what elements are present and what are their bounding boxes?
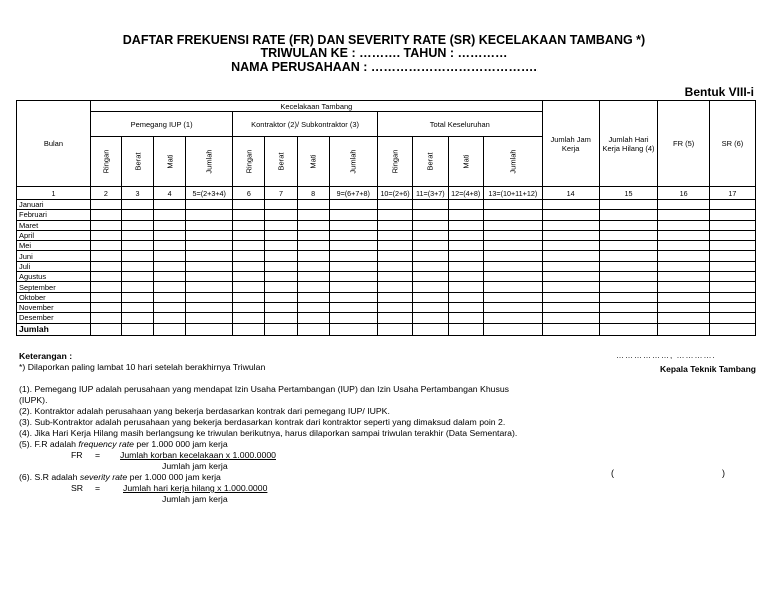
lost-days-header: Jumlah Hari Kerja Hilang (4): [599, 101, 658, 187]
data-cell[interactable]: [658, 251, 709, 261]
data-cell[interactable]: [658, 313, 709, 323]
data-cell[interactable]: [658, 200, 709, 210]
data-cell[interactable]: [233, 200, 265, 210]
data-cell[interactable]: [329, 261, 377, 271]
data-cell[interactable]: [90, 210, 121, 220]
data-cell[interactable]: [297, 261, 329, 271]
data-cell[interactable]: [121, 313, 153, 323]
data-cell[interactable]: [265, 272, 297, 282]
data-cell[interactable]: [542, 261, 599, 271]
data-cell[interactable]: [483, 282, 542, 292]
month-row: [17, 272, 756, 282]
data-cell[interactable]: [413, 200, 448, 210]
data-cell[interactable]: [265, 261, 297, 271]
column-number: 9=(6+7+8): [329, 187, 377, 200]
data-cell[interactable]: [297, 272, 329, 282]
month-label: Oktober: [17, 292, 91, 302]
data-cell[interactable]: [542, 241, 599, 251]
data-cell[interactable]: [658, 272, 709, 282]
data-cell[interactable]: [542, 210, 599, 220]
data-cell[interactable]: [448, 302, 483, 312]
data-cell[interactable]: [233, 241, 265, 251]
data-cell[interactable]: [542, 272, 599, 282]
data-cell[interactable]: [154, 261, 186, 271]
data-cell[interactable]: [329, 241, 377, 251]
month-row: [17, 200, 756, 210]
data-cell[interactable]: [709, 241, 755, 251]
data-cell[interactable]: [413, 210, 448, 220]
column-number: 6: [233, 187, 265, 200]
data-cell[interactable]: [413, 220, 448, 230]
data-cell[interactable]: [265, 302, 297, 312]
data-cell[interactable]: [233, 292, 265, 302]
data-cell[interactable]: [297, 302, 329, 312]
month-label: September: [17, 282, 91, 292]
data-cell[interactable]: [186, 261, 233, 271]
data-cell[interactable]: [186, 302, 233, 312]
data-cell[interactable]: [709, 261, 755, 271]
data-cell[interactable]: [186, 230, 233, 240]
data-cell[interactable]: [448, 251, 483, 261]
column-number: 17: [709, 187, 755, 200]
column-number: 5=(2+3+4): [186, 187, 233, 200]
data-cell[interactable]: [658, 230, 709, 240]
data-cell[interactable]: [483, 292, 542, 302]
data-cell[interactable]: [413, 282, 448, 292]
column-number: 7: [265, 187, 297, 200]
data-cell[interactable]: [154, 313, 186, 323]
month-label: Juni: [17, 251, 91, 261]
data-cell[interactable]: [90, 241, 121, 251]
data-cell[interactable]: [709, 313, 755, 323]
month-row: [17, 241, 756, 251]
severity-header: Berat: [265, 137, 297, 187]
data-cell[interactable]: [90, 282, 121, 292]
data-cell[interactable]: [413, 302, 448, 312]
data-cell[interactable]: [265, 220, 297, 230]
data-cell[interactable]: [233, 323, 265, 335]
sr-header: SR (6): [709, 101, 755, 187]
data-cell[interactable]: [233, 230, 265, 240]
data-cell[interactable]: [154, 323, 186, 335]
month-label: November: [17, 302, 91, 312]
data-cell[interactable]: [709, 210, 755, 220]
data-cell[interactable]: [90, 323, 121, 335]
data-cell[interactable]: [297, 210, 329, 220]
data-cell[interactable]: [542, 230, 599, 240]
data-cell[interactable]: [483, 200, 542, 210]
month-row: [17, 302, 756, 312]
place-date-line: ………………, ………….: [616, 351, 716, 360]
month-label: Februari: [17, 210, 91, 220]
data-cell[interactable]: [154, 210, 186, 220]
severity-header: Berat: [413, 137, 448, 187]
data-cell[interactable]: [448, 272, 483, 282]
data-cell[interactable]: [413, 251, 448, 261]
data-cell[interactable]: [121, 220, 153, 230]
data-cell[interactable]: [297, 323, 329, 335]
data-cell[interactable]: [329, 220, 377, 230]
data-cell[interactable]: [658, 220, 709, 230]
column-number: 16: [658, 187, 709, 200]
data-cell[interactable]: [233, 272, 265, 282]
data-cell[interactable]: [90, 302, 121, 312]
month-row: [17, 230, 756, 240]
data-cell[interactable]: [542, 251, 599, 261]
data-cell[interactable]: [599, 220, 658, 230]
data-cell[interactable]: [377, 292, 412, 302]
severity-header: Berat: [121, 137, 153, 187]
column-number: 2: [90, 187, 121, 200]
column-number: 3: [121, 187, 153, 200]
data-cell[interactable]: [658, 241, 709, 251]
data-cell[interactable]: [233, 210, 265, 220]
data-cell[interactable]: [377, 261, 412, 271]
data-cell[interactable]: [599, 272, 658, 282]
fr-formula-numerator: FR = Jumlah korban kecelakaan x 1.000.0000: [71, 450, 276, 460]
data-cell[interactable]: [154, 241, 186, 251]
data-cell[interactable]: [121, 200, 153, 210]
data-cell[interactable]: [186, 200, 233, 210]
data-cell[interactable]: [377, 272, 412, 282]
data-cell[interactable]: [233, 251, 265, 261]
company-name-line: NAMA PERUSAHAAN : ………………………………….: [231, 60, 537, 74]
column-number: 12=(4+8): [448, 187, 483, 200]
data-cell[interactable]: [658, 261, 709, 271]
data-cell[interactable]: [599, 251, 658, 261]
total-label: Jumlah: [17, 323, 91, 335]
data-cell[interactable]: [483, 251, 542, 261]
fr-header: FR (5): [658, 101, 709, 187]
data-cell[interactable]: [121, 302, 153, 312]
data-cell[interactable]: [329, 200, 377, 210]
data-cell[interactable]: [599, 302, 658, 312]
data-cell[interactable]: [599, 292, 658, 302]
data-cell[interactable]: [121, 261, 153, 271]
data-cell[interactable]: [90, 313, 121, 323]
month-row: [17, 261, 756, 271]
data-cell[interactable]: [90, 261, 121, 271]
iup-holder-header: Pemegang IUP (1): [90, 112, 232, 137]
data-cell[interactable]: [483, 323, 542, 335]
data-cell[interactable]: [542, 282, 599, 292]
data-cell[interactable]: [377, 251, 412, 261]
form-code: Bentuk VIII-i: [684, 85, 754, 99]
data-cell[interactable]: [448, 323, 483, 335]
data-cell[interactable]: [186, 220, 233, 230]
data-cell[interactable]: [329, 230, 377, 240]
column-number: 10=(2+6): [377, 187, 412, 200]
sr-formula-numerator: SR = Jumlah hari kerja hilang x 1.000.0000: [71, 483, 268, 493]
data-cell[interactable]: [542, 220, 599, 230]
data-cell[interactable]: [297, 313, 329, 323]
data-cell[interactable]: [154, 200, 186, 210]
work-hours-header: Jumlah Jam Kerja: [542, 101, 599, 187]
data-cell[interactable]: [154, 282, 186, 292]
data-cell[interactable]: [658, 323, 709, 335]
data-cell[interactable]: [483, 302, 542, 312]
data-cell[interactable]: [599, 210, 658, 220]
data-cell[interactable]: [265, 230, 297, 240]
data-cell[interactable]: [121, 292, 153, 302]
data-cell[interactable]: [186, 210, 233, 220]
data-cell[interactable]: [90, 272, 121, 282]
note-2: (2). Kontraktor adalah perusahaan yang bekerja berdasarkan kontrak dari pemegang IUP/ IUPK.: [19, 406, 390, 416]
data-cell[interactable]: [297, 220, 329, 230]
data-cell[interactable]: [658, 302, 709, 312]
data-cell[interactable]: [265, 200, 297, 210]
data-cell[interactable]: [90, 200, 121, 210]
data-cell[interactable]: [233, 261, 265, 271]
total-row: [17, 323, 756, 335]
column-number: 11=(3+7): [413, 187, 448, 200]
data-cell[interactable]: [709, 282, 755, 292]
data-cell[interactable]: [709, 323, 755, 335]
data-cell[interactable]: [377, 210, 412, 220]
data-cell[interactable]: [413, 241, 448, 251]
data-cell[interactable]: [186, 292, 233, 302]
form-title: DAFTAR FREKUENSI RATE (FR) DAN SEVERITY RATE (SR) KECELAKAAN TAMBANG *): [122, 33, 646, 47]
month-row: [17, 220, 756, 230]
data-cell[interactable]: [297, 292, 329, 302]
data-cell[interactable]: [709, 200, 755, 210]
data-cell[interactable]: [265, 292, 297, 302]
month-label: Juli: [17, 261, 91, 271]
severity-header: Ringan: [90, 137, 121, 187]
data-cell[interactable]: [186, 323, 233, 335]
data-cell[interactable]: [233, 302, 265, 312]
data-cell[interactable]: [154, 302, 186, 312]
fr-formula-denominator: Jumlah jam kerja: [162, 461, 228, 471]
data-cell[interactable]: [186, 251, 233, 261]
data-cell[interactable]: [377, 323, 412, 335]
column-number: 8: [297, 187, 329, 200]
data-cell[interactable]: [599, 282, 658, 292]
month-row: [17, 282, 756, 292]
data-cell[interactable]: [297, 282, 329, 292]
severity-header: Mati: [154, 137, 186, 187]
data-cell[interactable]: [90, 230, 121, 240]
data-cell[interactable]: [297, 241, 329, 251]
data-cell[interactable]: [413, 292, 448, 302]
column-number: 1: [17, 187, 91, 200]
data-cell[interactable]: [542, 302, 599, 312]
data-cell[interactable]: [483, 241, 542, 251]
data-cell[interactable]: [233, 313, 265, 323]
month-header: Bulan: [17, 101, 91, 187]
signer-title: Kepala Teknik Tambang: [659, 364, 756, 374]
month-row: [17, 251, 756, 261]
month-row: [17, 292, 756, 302]
signature-close-paren: ): [722, 468, 725, 478]
data-cell[interactable]: [121, 251, 153, 261]
accident-group-header: Kecelakaan Tambang: [90, 101, 542, 112]
fr-sr-table: [16, 100, 756, 336]
contractor-header: Kontraktor (2)/ Subkontraktor (3): [233, 112, 378, 137]
data-cell[interactable]: [483, 210, 542, 220]
data-cell[interactable]: [329, 302, 377, 312]
data-cell[interactable]: [329, 210, 377, 220]
column-number: 4: [154, 187, 186, 200]
data-cell[interactable]: [265, 241, 297, 251]
data-cell[interactable]: [121, 241, 153, 251]
data-cell[interactable]: [448, 210, 483, 220]
data-cell[interactable]: [186, 313, 233, 323]
data-cell[interactable]: [658, 282, 709, 292]
data-cell[interactable]: [265, 282, 297, 292]
data-cell[interactable]: [658, 210, 709, 220]
data-cell[interactable]: [709, 292, 755, 302]
data-cell[interactable]: [154, 220, 186, 230]
data-cell[interactable]: [121, 282, 153, 292]
data-cell[interactable]: [154, 230, 186, 240]
data-cell[interactable]: [297, 200, 329, 210]
data-cell[interactable]: [413, 272, 448, 282]
data-cell[interactable]: [599, 261, 658, 271]
severity-header: Mati: [448, 137, 483, 187]
column-number: 15: [599, 187, 658, 200]
data-cell[interactable]: [265, 210, 297, 220]
data-cell[interactable]: [448, 292, 483, 302]
data-cell[interactable]: [483, 272, 542, 282]
note-4: (4). Jika Hari Kerja Hilang masih berlangsung ke triwulan berikutnya, harus dilaporkan sampai triwulan terakhir (Data Sementara).: [19, 428, 518, 438]
data-cell[interactable]: [154, 272, 186, 282]
severity-header: Jumlah: [329, 137, 377, 187]
data-cell[interactable]: [542, 323, 599, 335]
column-number-row: [17, 187, 756, 200]
data-cell[interactable]: [599, 230, 658, 240]
report-deadline-note: *) Dilaporkan paling lambat 10 hari setelah berakhirnya Triwulan: [19, 362, 266, 372]
month-label: Maret: [17, 220, 91, 230]
data-cell[interactable]: [709, 220, 755, 230]
month-label: Agustus: [17, 272, 91, 282]
data-cell[interactable]: [233, 282, 265, 292]
data-cell[interactable]: [599, 241, 658, 251]
data-cell[interactable]: [154, 251, 186, 261]
data-cell[interactable]: [448, 230, 483, 240]
data-cell[interactable]: [329, 251, 377, 261]
note-5: (5). F.R adalah frequency rate per 1.000 000 jam kerja: [19, 439, 228, 449]
quarter-year-line: TRIWULAN KE : ………. TAHUN : …………: [260, 46, 508, 60]
data-cell[interactable]: [448, 200, 483, 210]
data-cell[interactable]: [265, 323, 297, 335]
data-cell[interactable]: [413, 323, 448, 335]
data-cell[interactable]: [599, 323, 658, 335]
data-cell[interactable]: [709, 302, 755, 312]
data-cell[interactable]: [448, 241, 483, 251]
data-cell[interactable]: [233, 220, 265, 230]
notes-heading: Keterangan :: [19, 351, 73, 361]
severity-header: Jumlah: [483, 137, 542, 187]
data-cell[interactable]: [709, 230, 755, 240]
severity-header: Ringan: [377, 137, 412, 187]
data-cell[interactable]: [297, 230, 329, 240]
severity-header: Jumlah: [186, 137, 233, 187]
data-cell[interactable]: [265, 251, 297, 261]
data-cell[interactable]: [413, 230, 448, 240]
data-cell[interactable]: [483, 313, 542, 323]
note-3: (3). Sub-Kontraktor adalah perusahaan yang bekerja berdasarkan kontrak dari kontraktor seperti yang dimaksud dalam poin 2.: [19, 417, 506, 427]
data-cell[interactable]: [90, 220, 121, 230]
month-label: April: [17, 230, 91, 240]
data-cell[interactable]: [377, 241, 412, 251]
data-cell[interactable]: [377, 200, 412, 210]
data-cell[interactable]: [90, 251, 121, 261]
data-cell[interactable]: [448, 220, 483, 230]
severity-header: Ringan: [233, 137, 265, 187]
month-row: [17, 313, 756, 323]
note-1: (1). Pemegang IUP adalah perusahaan yang mendapat Izin Usaha Pertambangan (IUP) dan Izin Usaha Pertambangan Khusus (IUPK).: [19, 384, 510, 405]
data-cell[interactable]: [329, 323, 377, 335]
column-number: 13=(10+11+12): [483, 187, 542, 200]
data-cell[interactable]: [483, 261, 542, 271]
data-cell[interactable]: [542, 200, 599, 210]
data-cell[interactable]: [329, 313, 377, 323]
data-cell[interactable]: [186, 282, 233, 292]
data-cell[interactable]: [709, 272, 755, 282]
signature-open-paren: (: [611, 468, 614, 478]
data-cell[interactable]: [186, 241, 233, 251]
severity-header: Mati: [297, 137, 329, 187]
data-cell[interactable]: [483, 230, 542, 240]
data-cell[interactable]: [599, 313, 658, 323]
data-cell[interactable]: [448, 282, 483, 292]
data-cell[interactable]: [448, 261, 483, 271]
data-cell[interactable]: [599, 200, 658, 210]
data-cell[interactable]: [121, 210, 153, 220]
data-cell[interactable]: [329, 292, 377, 302]
data-cell[interactable]: [542, 292, 599, 302]
data-cell[interactable]: [709, 251, 755, 261]
data-cell[interactable]: [329, 282, 377, 292]
data-cell[interactable]: [121, 323, 153, 335]
data-cell[interactable]: [483, 220, 542, 230]
data-cell[interactable]: [297, 251, 329, 261]
note-6: (6). S.R adalah severity rate per 1.000 000 jam kerja: [19, 472, 221, 482]
data-cell[interactable]: [413, 313, 448, 323]
data-cell[interactable]: [658, 292, 709, 302]
data-cell[interactable]: [90, 292, 121, 302]
data-cell[interactable]: [186, 272, 233, 282]
month-row: [17, 210, 756, 220]
data-cell[interactable]: [377, 313, 412, 323]
column-number: 14: [542, 187, 599, 200]
data-cell[interactable]: [154, 292, 186, 302]
month-label: Desember: [17, 313, 91, 323]
notes-section: [19, 351, 519, 505]
data-cell[interactable]: [448, 313, 483, 323]
month-label: Mei: [17, 241, 91, 251]
data-cell[interactable]: [377, 220, 412, 230]
data-cell[interactable]: [413, 261, 448, 271]
data-cell[interactable]: [377, 282, 412, 292]
data-cell[interactable]: [329, 272, 377, 282]
total-overall-header: Total Keseluruhan: [377, 112, 542, 137]
month-label: Januari: [17, 200, 91, 210]
data-cell[interactable]: [121, 272, 153, 282]
data-cell[interactable]: [377, 230, 412, 240]
data-cell[interactable]: [121, 230, 153, 240]
sr-formula-denominator: Jumlah jam kerja: [162, 494, 228, 504]
data-cell[interactable]: [265, 313, 297, 323]
data-cell[interactable]: [377, 302, 412, 312]
data-cell[interactable]: [542, 313, 599, 323]
